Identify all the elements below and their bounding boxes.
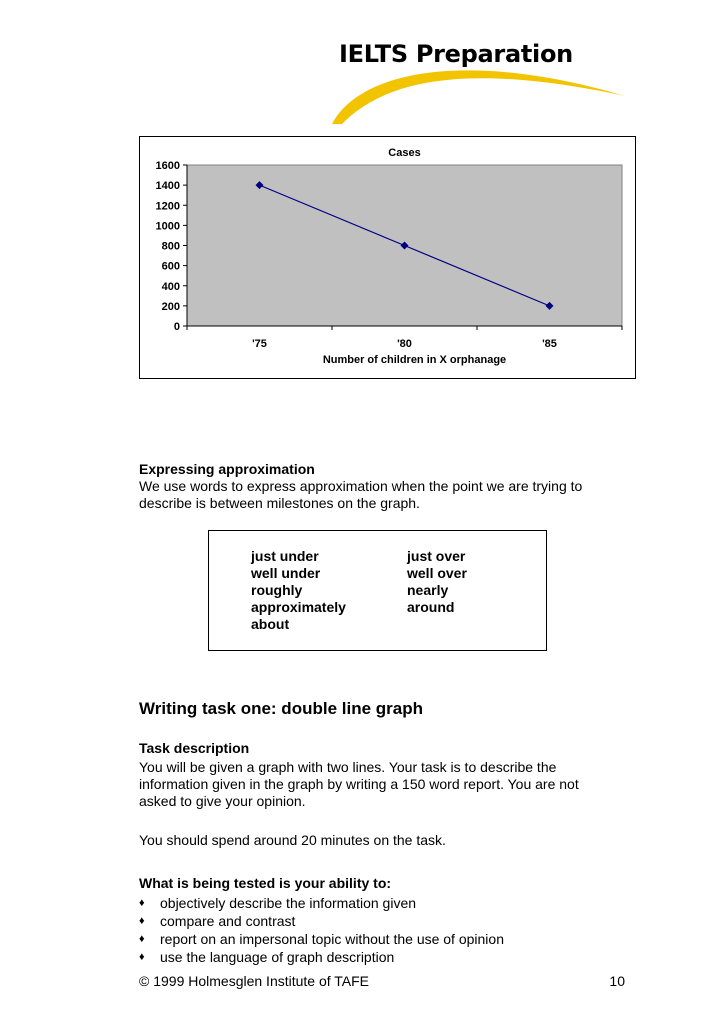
diamond-bullet-icon: ♦ [139, 933, 145, 945]
approximation-words-over [407, 548, 467, 616]
x-axis-label: Number of children in X orphanage [322, 354, 507, 366]
tested-section [139, 875, 639, 966]
tested-heading: What is being tested is your ability to: [139, 875, 392, 891]
copyright-text: © 1999 Holmesglen Institute of TAFE [139, 973, 370, 989]
y-tick-label: 1600 [155, 160, 180, 172]
y-tick-label: 400 [161, 280, 180, 293]
page-number: 10 [609, 973, 625, 989]
word-item: just under [251, 548, 319, 564]
approximation-text-line-2: describe is between milestones on the graph. [139, 495, 420, 511]
list-item [139, 912, 639, 930]
approximation-section [139, 461, 639, 512]
task-text-line-2: information given in the graph by writing a 150 word report. You are not [139, 776, 579, 792]
list-item [139, 930, 639, 948]
x-tick-label: '80 [397, 338, 412, 350]
diamond-bullet-icon: ♦ [139, 897, 145, 909]
time-text [139, 832, 639, 849]
y-tick-label: 1200 [155, 200, 180, 213]
tested-bullet-list [139, 894, 639, 966]
line-chart [139, 136, 636, 379]
y-tick-label: 0 [173, 321, 180, 333]
word-item: just over [407, 548, 466, 564]
bullet-text: report on an impersonal topic without the use of opinion [160, 931, 504, 947]
approximation-text-line-1: We use words to express approximation when the point we are trying to [139, 478, 583, 494]
bullet-text: use the language of graph description [160, 949, 395, 965]
task-text-line-1: You will be given a graph with two lines. Your task is to describe the [139, 759, 557, 775]
word-item: well under [251, 565, 321, 581]
diamond-bullet-icon: ♦ [139, 915, 145, 927]
y-tick-label: 1000 [155, 220, 180, 233]
y-tick-label: 1400 [155, 180, 180, 193]
bullet-text: compare and contrast [160, 913, 296, 929]
word-item: approximately [251, 599, 346, 615]
word-item: around [407, 599, 455, 615]
task-description-heading: Task description [139, 740, 250, 756]
task-text-line-3: asked to give your opinion. [139, 793, 306, 809]
word-item: nearly [407, 582, 449, 598]
writing-task-heading [139, 700, 639, 717]
diamond-bullet-icon: ♦ [139, 951, 145, 963]
approximation-words-under [251, 548, 346, 633]
x-tick-label: '75 [252, 338, 267, 350]
task-description-section [139, 740, 639, 810]
y-tick-label: 600 [161, 260, 180, 273]
word-item: well over [407, 565, 467, 581]
y-tick-label: 200 [161, 300, 180, 313]
list-item [139, 894, 639, 912]
bullet-text: objectively describe the information given [160, 895, 417, 911]
word-item: about [251, 616, 290, 632]
chart-title: Cases [388, 147, 421, 159]
approximation-heading: Expressing approximation [139, 461, 315, 477]
footer [139, 973, 625, 989]
header-title: IELTS Preparation [339, 40, 573, 68]
y-tick-label: 800 [161, 240, 180, 253]
x-tick-label: '85 [542, 338, 557, 350]
writing-task-title: Writing task one: double line graph [139, 699, 423, 718]
word-item: roughly [251, 582, 303, 598]
time-text-line: You should spend around 20 minutes on the task. [139, 832, 446, 848]
list-item [139, 948, 639, 966]
